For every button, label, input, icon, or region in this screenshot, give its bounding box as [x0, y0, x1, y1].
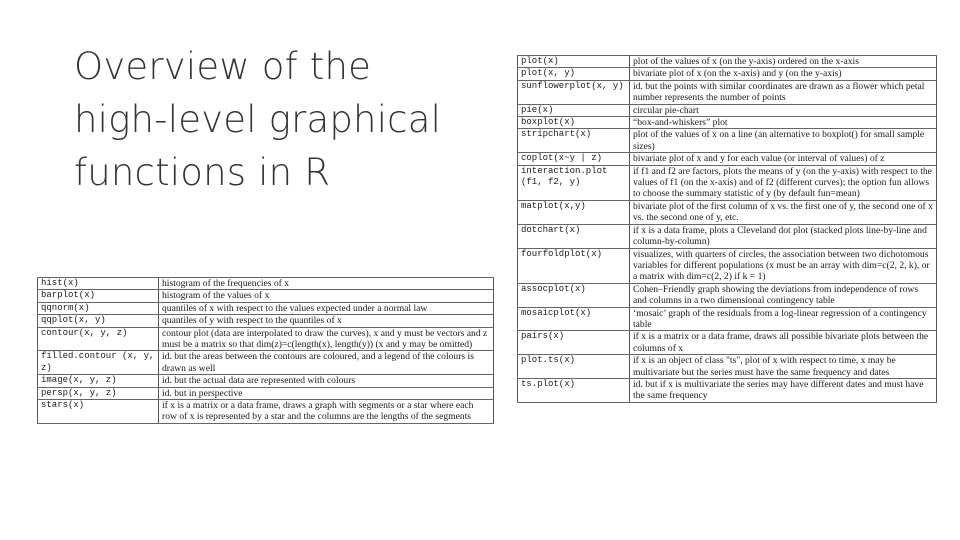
- table-row: [38, 327, 494, 351]
- function-description-cell: id. but if x is multivariate the series may have different dates and must have the same frequency: [630, 378, 937, 402]
- function-description-cell: plot of the values of x (on the y-axis) ordered on the x-axis: [630, 56, 937, 68]
- slide-title: Overview of the high-level graphical functions in R: [74, 45, 442, 194]
- function-name-cell: stripchart(x): [518, 129, 630, 153]
- table-row: [38, 387, 494, 399]
- function-name-cell: interaction.plot (f1, f2, y): [518, 165, 630, 200]
- function-name-cell: barplot(x): [38, 290, 159, 302]
- table-row: [518, 224, 937, 248]
- function-name-cell: hist(x): [38, 278, 159, 290]
- function-name-cell: fourfoldplot(x): [518, 248, 630, 283]
- table-row: [518, 283, 937, 307]
- table-row: [38, 278, 494, 290]
- function-name-cell: boxplot(x): [518, 117, 630, 129]
- function-description-cell: bivariate plot of x and y for each value (or interval of values) of z: [630, 153, 937, 165]
- table-row: [518, 56, 937, 68]
- function-name-cell: qqplot(x, y): [38, 315, 159, 327]
- function-name-cell: plot(x, y): [518, 68, 630, 80]
- function-description-cell: bivariate plot of the first column of x vs. the first one of y, the second one of x vs. the second one of y, etc.: [630, 200, 937, 224]
- table-row: [518, 200, 937, 224]
- table-row: [38, 351, 494, 375]
- table-row: [518, 307, 937, 331]
- table-row: [38, 315, 494, 327]
- table-row: [518, 248, 937, 283]
- function-name-cell: pairs(x): [518, 331, 630, 355]
- function-name-cell: mosaicplot(x): [518, 307, 630, 331]
- function-name-cell: image(x, y, z): [38, 375, 159, 387]
- function-description-cell: quantiles of y with respect to the quantiles of x: [159, 315, 494, 327]
- function-name-cell: dotchart(x): [518, 224, 630, 248]
- function-description-cell: histogram of the values of x: [159, 290, 494, 302]
- table-row: [518, 117, 937, 129]
- function-name-cell: matplot(x,y): [518, 200, 630, 224]
- table-row: [518, 68, 937, 80]
- table-row: [518, 129, 937, 153]
- function-name-cell: stars(x): [38, 400, 159, 424]
- table-row: [518, 378, 937, 402]
- function-description-cell: ‘mosaic’ graph of the residuals from a log-linear regression of a contingency table: [630, 307, 937, 331]
- function-name-cell: ts.plot(x): [518, 378, 630, 402]
- table-row: [518, 104, 937, 116]
- function-description-cell: Cohen–Friendly graph showing the deviations from independence of rows and columns in a two dimensional contingency table: [630, 283, 937, 307]
- table-row: [518, 165, 937, 200]
- function-description-cell: if x is a data frame, plots a Cleveland dot plot (stacked plots line-by-line and column-by-column): [630, 224, 937, 248]
- function-description-cell: id. but the areas between the contours are coloured, and a legend of the colours is drawn as well: [159, 351, 494, 375]
- function-description-cell: if x is a matrix or a data frame, draws all possible bivariate plots between the columns of x: [630, 331, 937, 355]
- function-description-cell: circular pie-chart: [630, 104, 937, 116]
- function-description-cell: if x is an object of class "ts", plot of x with respect to time, x may be multivariate but the series must have the same frequency and dates: [630, 355, 937, 379]
- left-functions-table: [37, 277, 494, 424]
- table-row: [38, 290, 494, 302]
- table-row: [518, 331, 937, 355]
- function-description-cell: histogram of the frequencies of x: [159, 278, 494, 290]
- function-description-cell: quantiles of x with respect to the values expected under a normal law: [159, 302, 494, 314]
- function-name-cell: qqnorm(x): [38, 302, 159, 314]
- function-description-cell: visualizes, with quarters of circles, the association between two dichotomous variables for different populations (x must be an array with dim=c(2, 2, k), or a matrix with dim=c(2, 2) if k = 1): [630, 248, 937, 283]
- function-description-cell: contour plot (data are interpolated to draw the curves), x and y must be vectors and z must be a matrix so that dim(z)=c(length(x), length(y)) (x and y may be omitted): [159, 327, 494, 351]
- left-table-body: [38, 278, 494, 424]
- table-row: [38, 302, 494, 314]
- table-row: [38, 375, 494, 387]
- table-row: [38, 400, 494, 424]
- function-description-cell: “box-and-whiskers” plot: [630, 117, 937, 129]
- function-name-cell: plot.ts(x): [518, 355, 630, 379]
- function-name-cell: persp(x, y, z): [38, 387, 159, 399]
- function-description-cell: plot of the values of x on a line (an alternative to boxplot() for small sample sizes): [630, 129, 937, 153]
- function-name-cell: filled.contour (x, y, z): [38, 351, 159, 375]
- table-row: [518, 355, 937, 379]
- right-table-body: [518, 56, 937, 403]
- function-description-cell: if f1 and f2 are factors, plots the means of y (on the y-axis) with respect to the values of f1 (on the x-axis) and of f2 (different curves); the option fun allows to choose the summary statistic of y (by default fun=mean): [630, 165, 937, 200]
- function-description-cell: bivariate plot of x (on the x-axis) and y (on the y-axis): [630, 68, 937, 80]
- table-row: [518, 153, 937, 165]
- function-description-cell: if x is a matrix or a data frame, draws a graph with segments or a star where each row of x is represented by a star and the columns are the lengths of the segments: [159, 400, 494, 424]
- function-name-cell: coplot(x~y | z): [518, 153, 630, 165]
- table-row: [518, 80, 937, 104]
- function-name-cell: contour(x, y, z): [38, 327, 159, 351]
- right-functions-table: [517, 55, 937, 403]
- function-description-cell: id. but the points with similar coordinates are drawn as a flower which petal number represents the number of points: [630, 80, 937, 104]
- function-name-cell: pie(x): [518, 104, 630, 116]
- function-name-cell: assocplot(x): [518, 283, 630, 307]
- function-name-cell: plot(x): [518, 56, 630, 68]
- function-name-cell: sunflowerplot(x, y): [518, 80, 630, 104]
- function-description-cell: id. but in perspective: [159, 387, 494, 399]
- function-description-cell: id. but the actual data are represented with colours: [159, 375, 494, 387]
